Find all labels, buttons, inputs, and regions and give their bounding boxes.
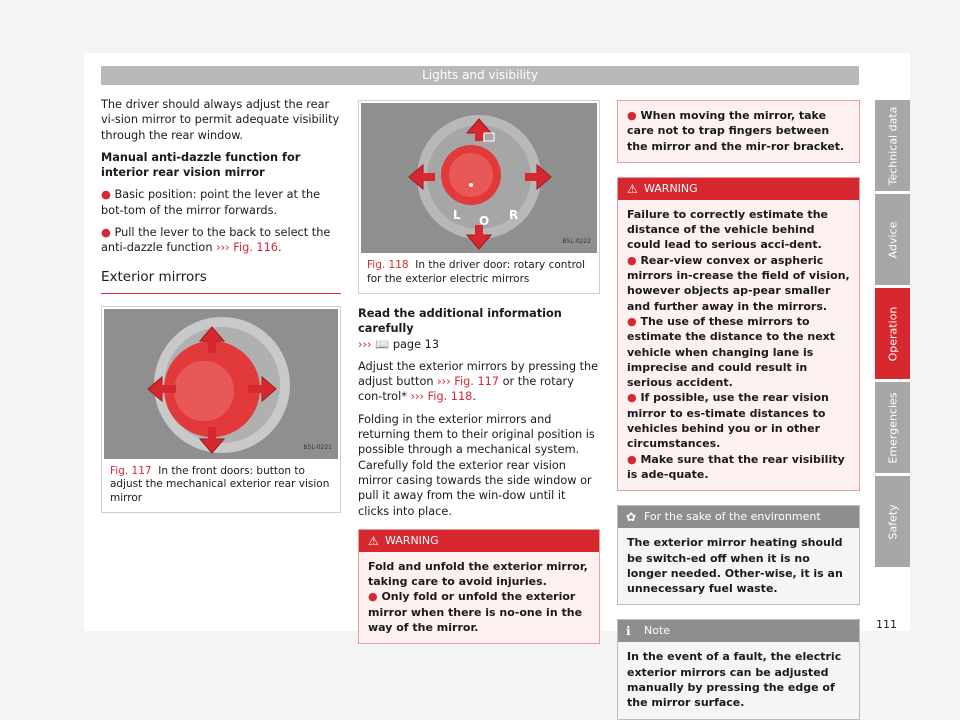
- figure-118: [358, 100, 600, 294]
- leaf-icon: ✿: [626, 510, 637, 525]
- fig116-link[interactable]: ››› Fig. 116: [216, 241, 278, 255]
- column-middle: [358, 100, 600, 644]
- tab-safety[interactable]: Safety: [875, 476, 910, 567]
- tab-advice[interactable]: Advice: [875, 194, 910, 285]
- figure-118-caption: Fig. 118 In the driver door: rotary control for the exterior electric mirrors: [367, 259, 585, 285]
- bullet-icon: ●: [627, 109, 637, 122]
- tab-emergencies[interactable]: Emergencies: [875, 382, 910, 473]
- tab-operation[interactable]: Operation: [875, 288, 910, 379]
- warning-box-distance: [617, 177, 860, 491]
- image-code: B5L-0221: [303, 443, 332, 451]
- bullet-icon: ●: [627, 452, 637, 466]
- page-number: 111: [876, 618, 897, 631]
- environment-box: [617, 505, 860, 605]
- column-left: [101, 97, 341, 513]
- bullet-icon: ●: [627, 391, 637, 405]
- knob-label-r: R: [509, 208, 519, 222]
- knob-label-o: O: [479, 214, 490, 228]
- bullet-icon: ●: [368, 590, 378, 604]
- read-more-heading: Read the additional information carefully: [358, 307, 562, 336]
- bullet-item: ● Basic position: point the lever at the bot-tom of the mirror forwards.: [101, 188, 321, 217]
- section-divider: [101, 293, 341, 294]
- warning-body: Failure to correctly estimate the distance of the vehicle behind could lead to serious acci-dent. ● Rear-view convex or aspheric mirrors in-crease the field of vision, however objects ap-pear smaller and further away in the mirrors. ● The use of these mirrors to estimate the distance to the next vehicle when changing lane is imprecise and could result in serious accident. ● If possible, use the rear vision mirror to es-timate distances to vehicles behind you or in other circumstances. ● Make sure that the rear visibility is ade-quate.: [627, 207, 850, 481]
- environment-body: The exterior mirror heating should be switch-ed off when it is no longer needed. Other-wise, it is an unnecessary fuel waste.: [627, 536, 843, 596]
- mirror-button-image: [104, 309, 338, 459]
- bullet-icon: ●: [627, 253, 637, 267]
- read-more-link[interactable]: ››› 📖 page 13: [358, 337, 440, 351]
- info-icon: 📖: [375, 337, 390, 351]
- subheading-anti-dazzle: Manual anti-dazzle function for interior rear vision mirror: [101, 150, 301, 180]
- bullet-icon: ●: [101, 226, 111, 240]
- fig118-link[interactable]: ››› Fig. 118: [410, 390, 473, 404]
- bullet-item: ● Pull the lever to the back to select the anti-dazzle function ››› Fig. 116.: [101, 226, 331, 255]
- note-box: [617, 619, 860, 719]
- fig117-link[interactable]: ››› Fig. 117: [437, 375, 500, 389]
- chapter-header: Lights and visibility: [101, 66, 859, 85]
- warning-body: Fold and unfold the exterior mirror, taking care to avoid injuries. ● Only fold or unfold the exterior mirror when there is no-one in the way of the mirror.: [368, 559, 588, 635]
- info-icon: ℹ: [626, 624, 631, 639]
- bullet-icon: ●: [627, 314, 637, 328]
- intro-paragraph: The driver should always adjust the rear vi-sion mirror to permit adequate visibility through the rear window.: [101, 98, 340, 142]
- warning-header: ⚠ WARNING: [359, 530, 599, 552]
- folding-paragraph: Folding in the exterior mirrors and returning them to their original position is possible through a mechanical system. Carefully fold the exterior rear vision mirror casing towards the side window or pull it away from the win-dow until it clicks into place.: [358, 412, 595, 518]
- rotary-control-image: [361, 103, 597, 253]
- column-right: [617, 100, 860, 720]
- figure-117: [101, 306, 341, 514]
- note-body: In the event of a fault, the electric exterior mirrors can be adjusted manually by pressing the edge of the mirror surface.: [627, 650, 842, 710]
- side-tabs: [875, 100, 910, 570]
- image-code: B5L-0222: [562, 237, 591, 245]
- warning-header: ⚠ WARNING: [618, 178, 859, 200]
- section-title-exterior-mirrors: Exterior mirrors: [101, 268, 207, 285]
- rotary-control-icon: [361, 103, 597, 253]
- warning-triangle-icon: ⚠: [368, 533, 379, 548]
- note-header: ℹ Note: [618, 620, 859, 642]
- figure-117-caption: Fig. 117 In the front doors: button to adjust the mechanical exterior rear vision mirror: [110, 464, 330, 504]
- mirror-adjust-button-icon: [104, 309, 338, 459]
- bullet-icon: ●: [101, 188, 111, 202]
- warning-triangle-icon: ⚠: [627, 181, 638, 196]
- environment-header: ✿ For the sake of the environment: [618, 506, 859, 528]
- knob-label-l: L: [453, 208, 461, 222]
- warning-continued-box: ● When moving the mirror, take care not to trap fingers between the mirror and the mir-ror bracket.: [617, 100, 860, 163]
- tab-technical-data[interactable]: Technical data: [875, 100, 910, 191]
- adjust-paragraph: Adjust the exterior mirrors by pressing the adjust button ››› Fig. 117 or the rotary con-trol* ››› Fig. 118.: [358, 359, 599, 404]
- warning-box-folding: [358, 529, 600, 644]
